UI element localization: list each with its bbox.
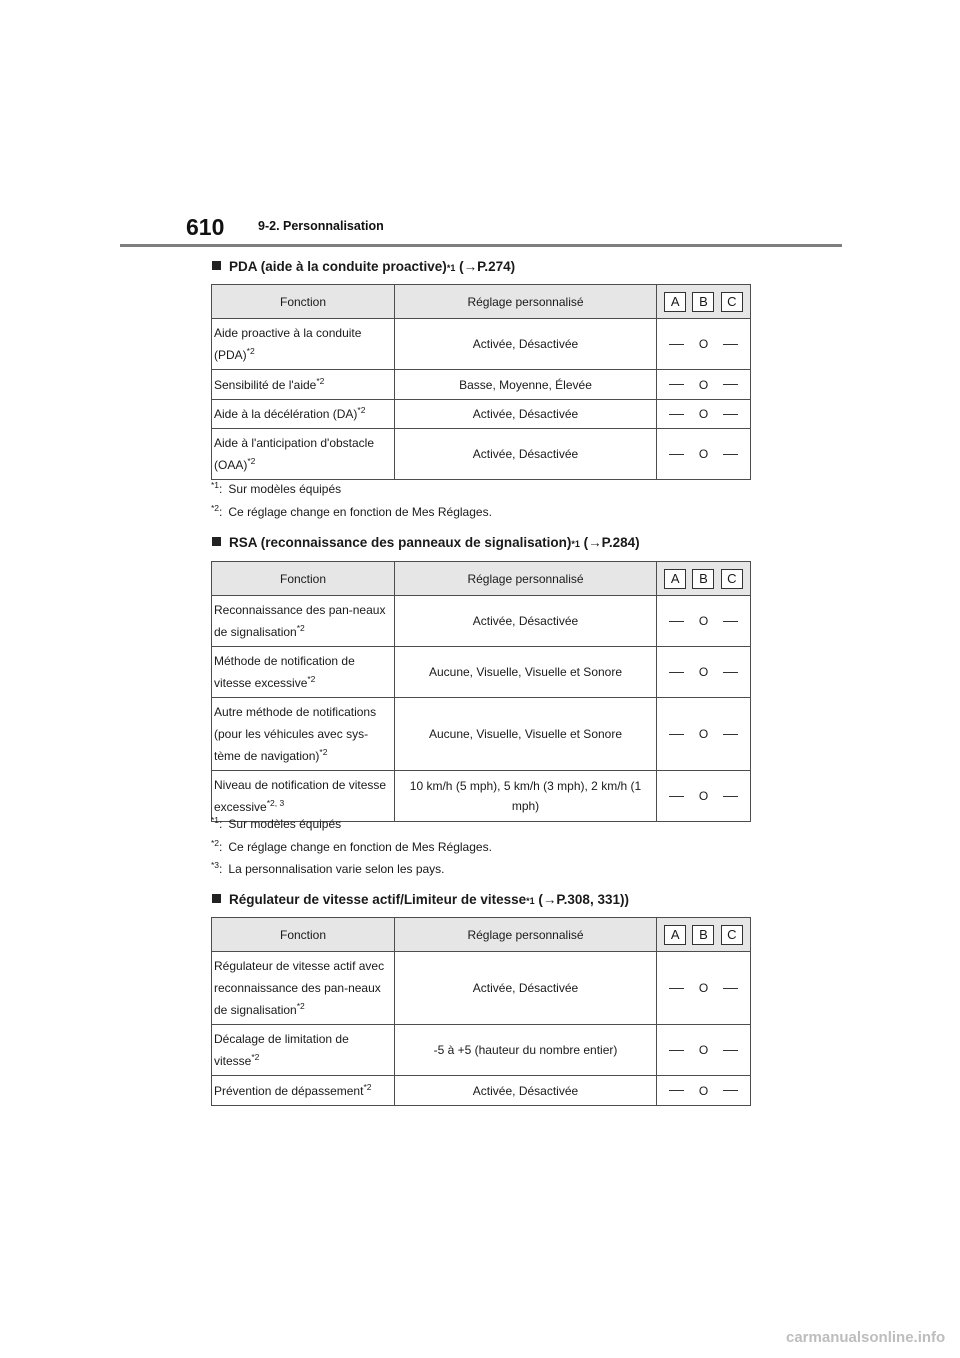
row-value: Activée, Désactivée: [395, 429, 657, 480]
mode-b-box: B: [692, 925, 714, 945]
mode-b-box: B: [692, 569, 714, 589]
o-mark: O: [698, 1043, 709, 1057]
table-row: [212, 1076, 751, 1106]
dash-mark: [669, 1090, 684, 1091]
dash-mark: [669, 734, 684, 735]
acc-heading-title: Régulateur de vitesse actif/Limiteur de vitesse: [229, 892, 527, 907]
function-sup: *2: [251, 1052, 260, 1062]
header-fonction: Fonction: [212, 562, 395, 596]
dash-mark: [669, 988, 684, 989]
row-function: [212, 319, 395, 370]
rsa-page-ref: (→P.284): [583, 535, 640, 550]
o-mark: O: [698, 407, 709, 421]
mode-b-box: B: [692, 292, 714, 312]
function-sup: *2: [357, 405, 366, 415]
row-value: Activée, Désactivée: [395, 596, 657, 647]
dash-mark: [723, 621, 738, 622]
mode-a-box: A: [664, 292, 686, 312]
row-value: Activée, Désactivée: [395, 400, 657, 429]
footnote-text: Ce réglage change en fonction de Mes Réglages.: [228, 505, 492, 519]
dash-mark: [669, 344, 684, 345]
footnote: *2 : Ce réglage change en fonction de Mes Réglages.: [211, 503, 492, 519]
footnote-mark: *1: [211, 815, 220, 825]
function-sup: *2: [316, 375, 325, 386]
function-sup: *2: [363, 1081, 372, 1092]
header-reglage: Réglage personnalisé: [395, 285, 657, 319]
function-label: Méthode de notification de vitesse excessive: [214, 654, 355, 690]
table-row: [212, 319, 751, 370]
header-reglage: Réglage personnalisé: [395, 562, 657, 596]
row-flags: [657, 400, 751, 429]
rsa-table: [211, 561, 751, 822]
o-mark: O: [698, 377, 709, 392]
header-fonction: Fonction: [212, 285, 395, 319]
square-bullet-icon: [212, 261, 221, 270]
page-number: 610: [186, 214, 225, 240]
footnote-text: Sur modèles équipés: [228, 817, 342, 831]
square-bullet-icon: [212, 894, 221, 903]
square-bullet-icon: [212, 537, 221, 546]
dash-mark: [723, 1050, 738, 1051]
row-value: Activée, Désactivée: [395, 952, 657, 1025]
header-reglage: Réglage personnalisé: [395, 918, 657, 952]
dash-mark: [723, 454, 738, 455]
row-value: Aucune, Visuelle, Visuelle et Sonore: [395, 647, 657, 698]
row-function: [212, 596, 395, 647]
function-label: Autre méthode de notifications (pour les véhicules avec sys-tème de navigation): [214, 705, 377, 763]
function-sup: *2: [319, 747, 328, 757]
row-function: [212, 370, 395, 400]
row-flags: [657, 698, 751, 771]
table-row: [212, 771, 751, 822]
table-header-row: [212, 918, 751, 952]
table-row: [212, 370, 751, 400]
row-value: Aucune, Visuelle, Visuelle et Sonore: [395, 698, 657, 771]
function-label: Aide à la décélération (DA): [214, 407, 358, 421]
function-label: Aide à l'anticipation d'obstacle (OAA): [214, 436, 375, 472]
dash-mark: [723, 796, 738, 797]
footnote-text: Ce réglage change en fonction de Mes Réglages.: [228, 840, 492, 854]
row-function: [212, 1076, 395, 1106]
row-flags: [657, 596, 751, 647]
section-title: 9-2. Personnalisation: [258, 219, 384, 233]
row-flags: [657, 1025, 751, 1076]
row-flags: [657, 319, 751, 370]
function-sup: *2: [247, 456, 256, 466]
footnote: *1 : Sur modèles équipés: [211, 480, 342, 496]
row-flags: [657, 1076, 751, 1106]
table-row: [212, 429, 751, 480]
row-function: [212, 429, 395, 480]
table-row: [212, 400, 751, 429]
function-label: Niveau de notification de vitesse excessive: [214, 778, 387, 814]
row-function: [212, 647, 395, 698]
table-row: [212, 952, 751, 1025]
function-label: Régulateur de vitesse actif avec reconnaissance des pan-neaux de signalisation: [214, 959, 385, 1017]
dash-mark: [723, 988, 738, 989]
table-header-row: [212, 285, 751, 319]
dash-mark: [669, 414, 684, 415]
dash-mark: [723, 1090, 738, 1091]
pda-table: [211, 284, 751, 480]
row-flags: [657, 647, 751, 698]
mode-c-box: C: [721, 292, 743, 312]
row-function: [212, 698, 395, 771]
o-mark: O: [698, 789, 709, 803]
mode-c-box: C: [721, 569, 743, 589]
header-abc: [657, 285, 751, 319]
function-label: Aide proactive à la conduite (PDA): [214, 326, 362, 362]
row-flags: [657, 429, 751, 480]
function-sup: *2, 3: [266, 798, 285, 808]
table-row: [212, 698, 751, 771]
pda-heading-title: PDA (aide à la conduite proactive): [229, 259, 447, 274]
header-abc: [657, 918, 751, 952]
footnote: *2 : Ce réglage change en fonction de Mes Réglages.: [211, 838, 492, 854]
footnote-mark: *1: [211, 480, 220, 490]
header-abc: [657, 562, 751, 596]
dash-mark: [669, 1050, 684, 1051]
table-header-row: [212, 562, 751, 596]
footnote-mark: *2: [211, 838, 220, 848]
dash-mark: [723, 414, 738, 415]
dash-mark: [723, 344, 738, 345]
o-mark: O: [698, 981, 709, 995]
acc-table: [211, 917, 751, 1106]
row-value: -5 à +5 (hauteur du nombre entier): [395, 1025, 657, 1076]
mode-c-box: C: [721, 925, 743, 945]
table-row: [212, 1025, 751, 1076]
row-function: [212, 1025, 395, 1076]
dash-mark: [669, 796, 684, 797]
footnote: *1 : Sur modèles équipés: [211, 815, 342, 831]
function-sup: *2: [296, 623, 305, 633]
dash-mark: [669, 621, 684, 622]
row-value: Activée, Désactivée: [395, 319, 657, 370]
dash-mark: [723, 734, 738, 735]
function-label: Décalage de limitation de vitesse: [214, 1032, 349, 1068]
footnote-text: La personnalisation varie selon les pays.: [228, 862, 445, 876]
function-sup: *2: [296, 1001, 305, 1011]
dash-mark: [669, 454, 684, 455]
table-row: [212, 647, 751, 698]
watermark: carmanualsonline.info: [786, 1329, 946, 1346]
function-label: Prévention de dépassement: [214, 1083, 364, 1098]
pda-heading: PDA (aide à la conduite proactive) *1 (→P.274): [212, 259, 515, 274]
footnote-mark: *2: [211, 503, 220, 513]
function-sup: *2: [307, 674, 316, 684]
function-sup: *2: [246, 346, 255, 356]
header-rule: [120, 244, 842, 247]
function-label: Sensibilité de l'aide: [214, 377, 317, 392]
row-function: [212, 771, 395, 822]
row-value: 10 km/h (5 mph), 5 km/h (3 mph), 2 km/h (1 mph): [395, 771, 657, 822]
row-value: Basse, Moyenne, Élevée: [395, 370, 657, 400]
dash-mark: [723, 672, 738, 673]
function-label: Reconnaissance des pan-neaux de signalisation: [214, 603, 386, 639]
mode-a-box: A: [664, 925, 686, 945]
o-mark: O: [698, 1083, 709, 1098]
o-mark: O: [698, 447, 709, 461]
acc-page-ref: (→P.308, 331)): [538, 892, 629, 907]
row-function: [212, 400, 395, 429]
mode-a-box: A: [664, 569, 686, 589]
row-value: Activée, Désactivée: [395, 1076, 657, 1106]
o-mark: O: [698, 337, 709, 351]
footnote-mark: *3: [211, 860, 220, 870]
header-fonction: Fonction: [212, 918, 395, 952]
row-function: [212, 952, 395, 1025]
pda-page-ref: (→P.274): [459, 259, 516, 274]
o-mark: O: [698, 727, 709, 741]
acc-heading: Régulateur de vitesse actif/Limiteur de vitesse *1 (→P.308, 331)): [212, 892, 629, 907]
o-mark: O: [698, 665, 709, 679]
row-flags: [657, 771, 751, 822]
o-mark: O: [698, 614, 709, 628]
rsa-heading-title: RSA (reconnaissance des panneaux de signalisation): [229, 535, 572, 550]
dash-mark: [669, 384, 684, 385]
footnote: *3 : La personnalisation varie selon les pays.: [211, 860, 445, 876]
dash-mark: [669, 672, 684, 673]
footnote-text: Sur modèles équipés: [228, 482, 342, 496]
rsa-heading: RSA (reconnaissance des panneaux de signalisation) *1 (→P.284): [212, 535, 640, 550]
table-row: [212, 596, 751, 647]
row-flags: [657, 952, 751, 1025]
dash-mark: [723, 384, 738, 385]
row-flags: [657, 370, 751, 400]
